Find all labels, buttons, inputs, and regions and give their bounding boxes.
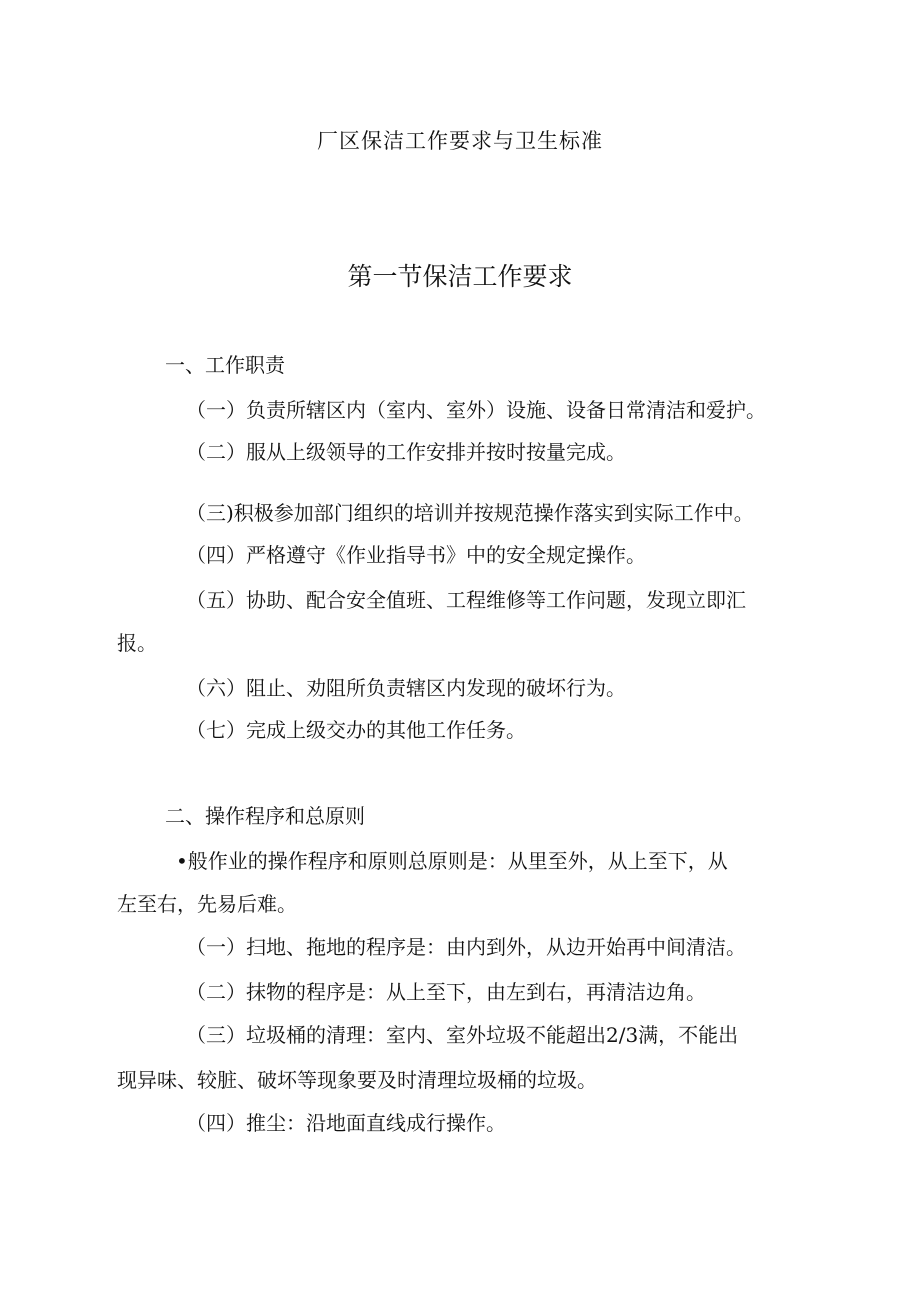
part1-item-5: （五）协助、配合安全值班、工程维修等工作问题，发现立即汇 xyxy=(186,588,746,612)
part2-item-3: （三）垃圾桶的清理：室内、室外垃圾不能超出2/3满，不能出 xyxy=(186,1023,739,1047)
part1-item-1: （一）负责所辖区内（室内、室外）设施、设备日常清洁和爱护。 xyxy=(186,398,766,422)
part1-item-6: （六）阻止、劝阻所负责辖区内发现的破坏行为。 xyxy=(186,676,626,700)
part2-intro-line-2: 左至右，先易后难。 xyxy=(117,892,297,916)
part2-intro-line-1: •般作业的操作程序和原则总原则是：从里至外，从上至下，从 xyxy=(176,849,728,873)
document-title: 厂区保洁工作要求与卫生标准 xyxy=(317,129,603,153)
part1-item-4: （四）严格遵守《作业指导书》中的安全规定操作。 xyxy=(186,543,646,567)
part1-item-3: （三)积极参加部门组织的培训并按规范操作落实到实际工作中。 xyxy=(186,501,754,525)
part1-heading: 一、工作职责 xyxy=(165,353,285,377)
part1-item-7: （七）完成上级交办的其他工作任务。 xyxy=(186,718,526,742)
section-title: 第一节保洁工作要求 xyxy=(347,262,573,291)
part1-item-2: （二）服从上级领导的工作安排并按时按量完成。 xyxy=(186,440,626,464)
part2-item-2: （二）抹物的程序是：从上至下，由左到右，再清洁边角。 xyxy=(186,980,706,1004)
part2-item-3-continued: 现异味、较脏、破坏等现象要及时清理垃圾桶的垃圾。 xyxy=(117,1068,597,1092)
part1-item-5-continued: 报。 xyxy=(117,631,157,655)
part2-item-1: （一）扫地、拖地的程序是：由内到外，从边开始再中间清洁。 xyxy=(186,935,746,959)
part2-item-4: （四）推尘：沿地面直线成行操作。 xyxy=(186,1111,506,1135)
part2-heading: 二、操作程序和总原则 xyxy=(165,804,365,828)
